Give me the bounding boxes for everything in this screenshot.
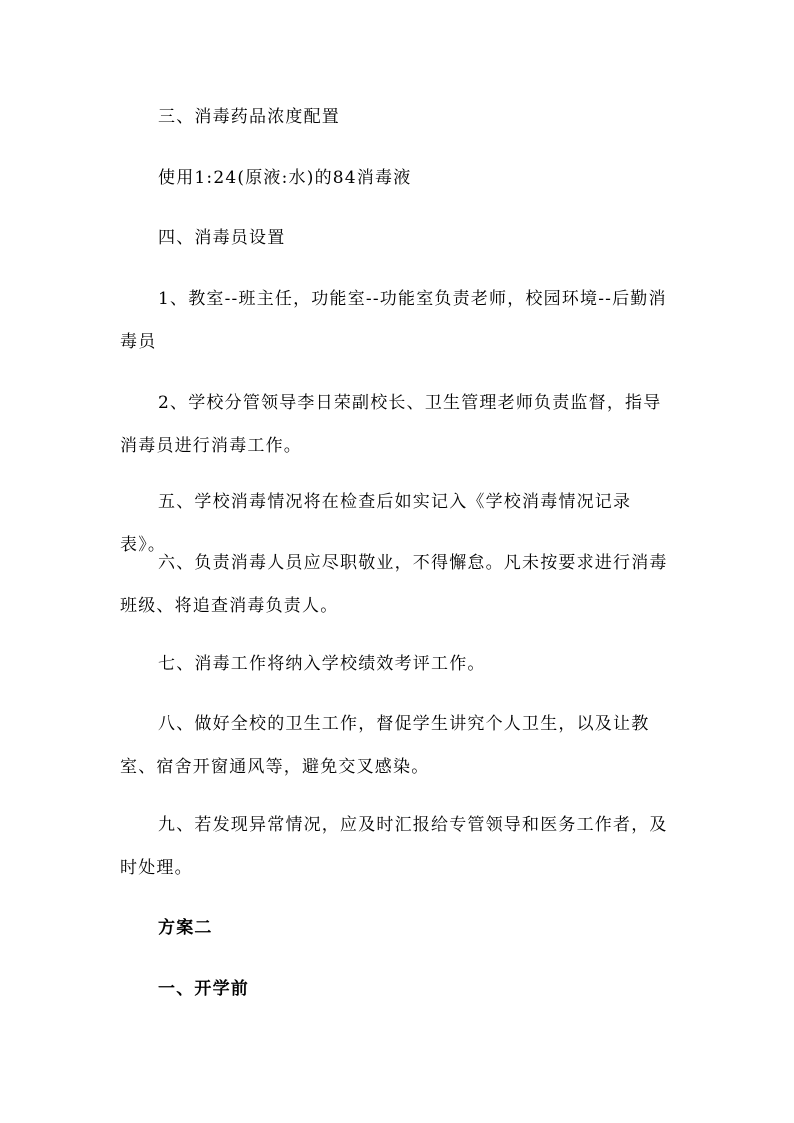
section-heading-responsibility: 六、负责消毒人员应尽职敬业，不得懈怠。凡未按要求进行消毒班级、将追查消毒负责人。 <box>120 553 668 616</box>
section-heading-disinfectant-concentration: 三、消毒药品浓度配置 <box>158 107 340 127</box>
section-heading-before-school: 一、开学前 <box>158 979 249 999</box>
plan-two-title: 方案二 <box>158 918 213 938</box>
section-heading-disinfection-staff: 四、消毒员设置 <box>158 228 286 248</box>
paragraph-disinfectant-ratio: 使用1:24(原液:水)的84消毒液 <box>158 168 412 188</box>
section-heading-assessment: 七、消毒工作将纳入学校绩效考评工作。 <box>158 654 486 674</box>
section-heading-report: 九、若发现异常情况，应及时汇报给专管领导和医务工作者，及时处理。 <box>120 815 668 878</box>
paragraph-staff-assignment-1: 1、教室--班主任，功能室--功能室负责老师，校园环境--后勤消毒员 <box>120 289 667 352</box>
section-heading-record: 五、学校消毒情况将在检查后如实记入《学校消毒情况记录表》。 <box>120 492 632 555</box>
paragraph-staff-assignment-2: 2、学校分管领导李日荣副校长、卫生管理老师负责监督，指导消毒员进行消毒工作。 <box>120 393 662 456</box>
section-heading-hygiene: 八、做好全校的卫生工作，督促学生讲究个人卫生，以及让教室、宿舍开窗通风等，避免交叉感染。 <box>120 714 650 777</box>
